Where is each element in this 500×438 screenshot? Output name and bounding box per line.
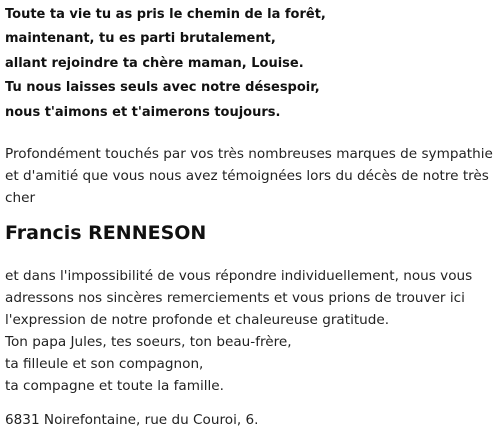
thanks-paragraph <box>5 143 495 209</box>
text-line: ta filleule et son compagnon, <box>5 356 204 372</box>
postal-address: 6831 Noirefontaine, rue du Couroi, 6. <box>5 412 259 428</box>
memorial-poem <box>5 3 495 125</box>
poem-line: allant rejoindre ta chère maman, Louise. <box>5 55 304 71</box>
apology-paragraph <box>5 265 495 331</box>
family-signature <box>5 331 495 397</box>
poem-line: Tu nous laisses seuls avec notre désespoir, <box>5 80 320 96</box>
text-line: cher <box>5 190 36 206</box>
text-line: l'expression de notre profonde et chaleureuse gratitude. <box>5 312 390 328</box>
deceased-name: Francis RENNESON <box>5 222 207 244</box>
text-line: adressons nos sincères remerciements et vous prions de trouver ici <box>5 290 465 306</box>
text-line: et d'amitié que vous nous avez témoignées lors du décès de notre très <box>5 168 489 184</box>
text-line: Profondément touchés par vos très nombreuses marques de sympathie <box>5 146 493 162</box>
poem-line: Toute ta vie tu as pris le chemin de la forêt, <box>5 7 326 22</box>
poem-line: nous t'aimons et t'aimerons toujours. <box>5 104 281 120</box>
poem-line: maintenant, tu es parti brutalement, <box>5 31 276 47</box>
text-line: Ton papa Jules, tes soeurs, ton beau-frère, <box>5 334 292 350</box>
text-line: et dans l'impossibilité de vous répondre individuellement, nous vous <box>5 268 473 284</box>
text-line: ta compagne et toute la famille. <box>5 378 224 394</box>
